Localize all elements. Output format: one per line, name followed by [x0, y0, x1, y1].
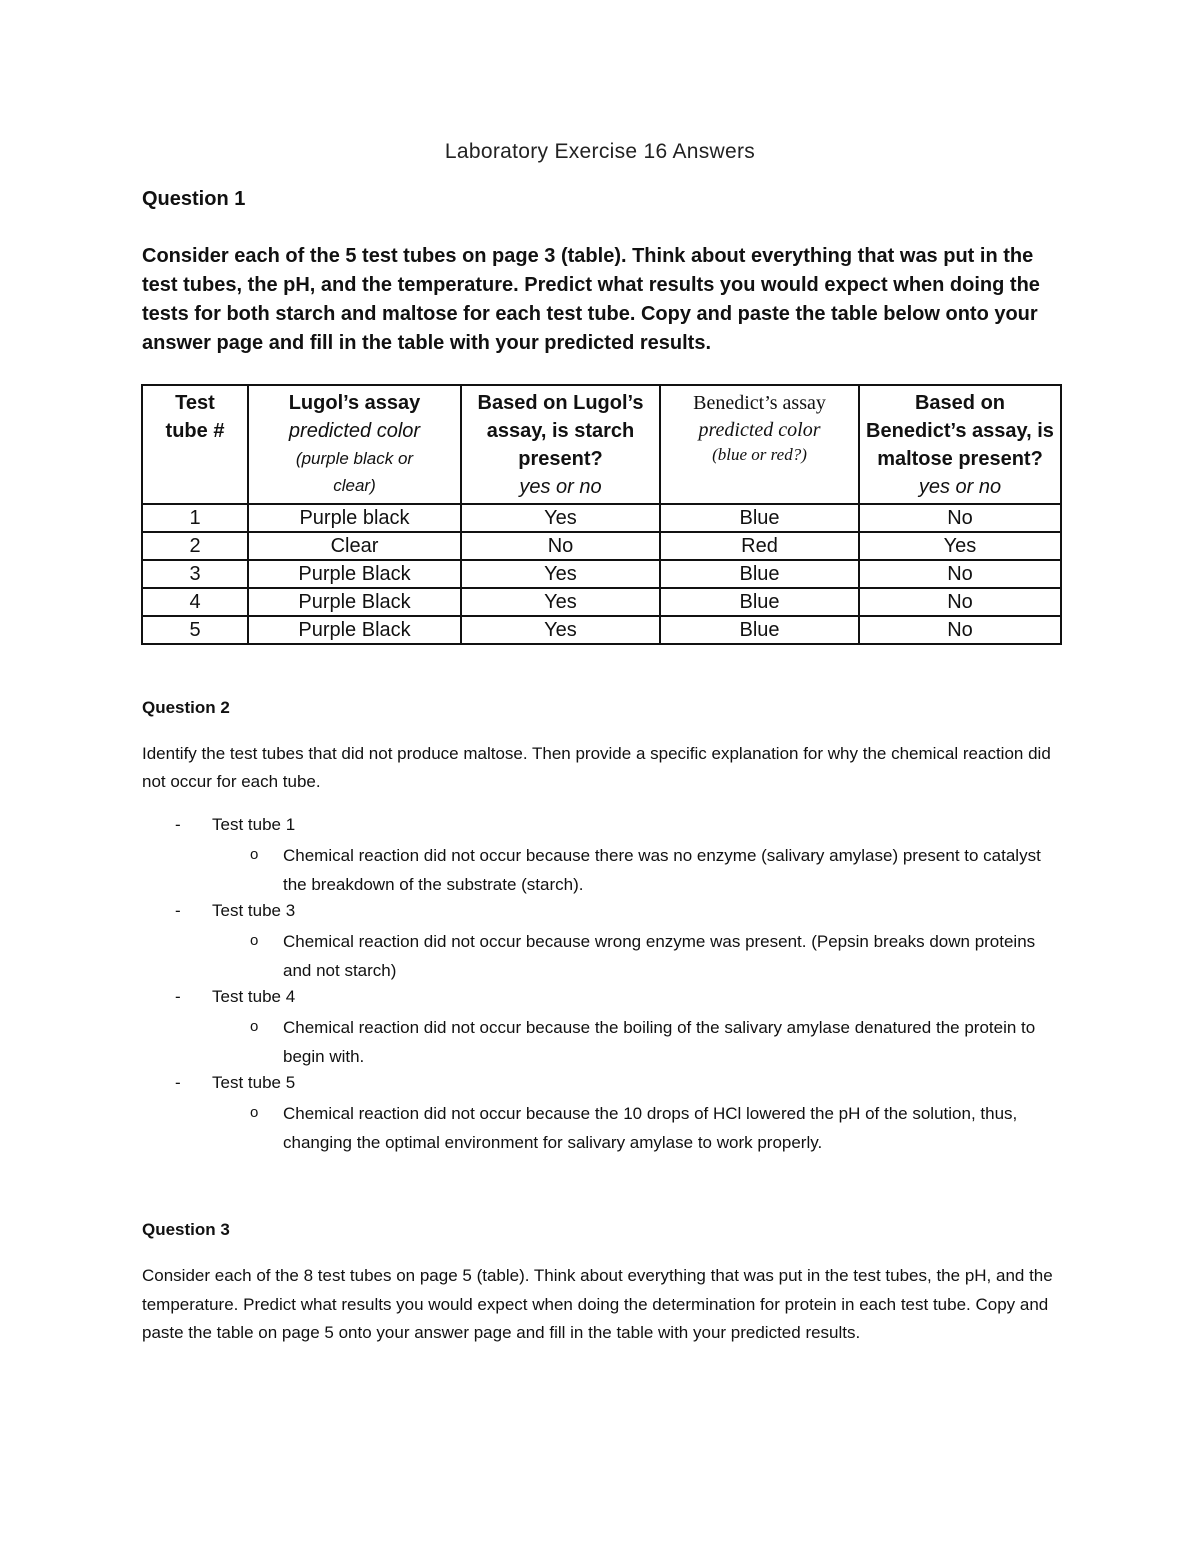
- cell-lugol: Purple Black: [248, 616, 461, 644]
- cell-benedict: Red: [660, 532, 859, 560]
- cell-starch: Yes: [461, 560, 660, 588]
- cell-lugol: Purple Black: [248, 560, 461, 588]
- cell-starch: No: [461, 532, 660, 560]
- header-maltose-present: [859, 385, 1061, 504]
- header-lugol-sub: predicted color: [288, 420, 421, 442]
- header-benedict-title: Benedict’s assay: [693, 392, 826, 414]
- cell-maltose: Yes: [859, 532, 1061, 560]
- list-item-explanation: Chemical reaction did not occur because the 10 drops of HCl lowered the pH of the solution, thus, changing the optimal environment for salivary amylase to work properly.: [283, 1104, 1018, 1152]
- cell-tube: 4: [142, 588, 248, 616]
- page-title: Laboratory Exercise 16 Answers: [444, 140, 756, 163]
- list-dash: -: [175, 901, 181, 920]
- header-starch-sub: yes or no: [519, 476, 602, 498]
- cell-starch: Yes: [461, 588, 660, 616]
- table-row: [142, 588, 1061, 616]
- cell-benedict: Blue: [660, 616, 859, 644]
- header-maltose-title: Based on Benedict’s assay, is maltose present?: [866, 392, 1054, 470]
- cell-maltose: No: [859, 504, 1061, 532]
- list-dash: -: [175, 1073, 181, 1092]
- cell-lugol: Clear: [248, 532, 461, 560]
- cell-maltose: No: [859, 616, 1061, 644]
- table-row: [142, 616, 1061, 644]
- cell-benedict: Blue: [660, 560, 859, 588]
- question-2-text: Identify the test tubes that did not produce maltose. Then provide a specific explanation for why the chemical reaction did not occur for each tube.: [142, 744, 1051, 791]
- question-2-heading: Question 2: [142, 698, 230, 717]
- cell-lugol: Purple Black: [248, 588, 461, 616]
- results-table: [141, 384, 1062, 645]
- list-item-label: Test tube 1: [212, 815, 296, 834]
- list-dash: -: [175, 987, 181, 1006]
- table-row: [142, 532, 1061, 560]
- header-lugol-assay: [248, 385, 461, 504]
- list-item-explanation: Chemical reaction did not occur because there was no enzyme (salivary amylase) present to catalyst the breakdown of the substrate (starch).: [283, 846, 1041, 894]
- header-benedict-sub: predicted color: [698, 419, 821, 441]
- cell-benedict: Blue: [660, 588, 859, 616]
- header-starch-title: Based on Lugol’s assay, is starch present?: [477, 392, 644, 470]
- list-item-label: Test tube 4: [212, 987, 296, 1006]
- list-bullet: o: [250, 1018, 259, 1035]
- header-benedict-hint: (blue or red?): [712, 445, 807, 464]
- header-test-tube-line2: tube #: [165, 420, 225, 442]
- cell-tube: 1: [142, 504, 248, 532]
- list-bullet: o: [250, 1104, 259, 1121]
- list-item-label: Test tube 5: [212, 1073, 296, 1092]
- cell-maltose: No: [859, 560, 1061, 588]
- cell-benedict: Blue: [660, 504, 859, 532]
- list-bullet: o: [250, 932, 259, 949]
- question-3-text: Consider each of the 8 test tubes on page 5 (table). Think about everything that was put in the test tubes, the pH, and the temperature. Predict what results you would expect when doing the determination for protein in each test tube. Copy and paste the table on page 5 onto your answer page and fill in the table with your predicted results.: [142, 1266, 1053, 1342]
- header-lugol-hint: (purple black or clear): [295, 449, 414, 495]
- header-test-tube-line1: Test: [175, 392, 215, 414]
- list-item-label: Test tube 3: [212, 901, 296, 920]
- header-benedict-assay: [660, 385, 859, 504]
- header-maltose-sub: yes or no: [918, 476, 1002, 498]
- list-bullet: o: [250, 846, 259, 863]
- list-item-explanation: Chemical reaction did not occur because wrong enzyme was present. (Pepsin breaks down proteins and not starch): [283, 932, 1036, 980]
- list-dash: -: [175, 815, 181, 834]
- table-row: [142, 504, 1061, 532]
- question-3-heading: Question 3: [142, 1220, 230, 1239]
- table-header-row: [142, 385, 1061, 504]
- header-lugol-title: Lugol’s assay: [288, 392, 421, 414]
- cell-lugol: Purple black: [248, 504, 461, 532]
- question-1-text: Consider each of the 5 test tubes on page 3 (table). Think about everything that was put in the test tubes, the pH, and the temperature. Predict what results you would expect when doing the tests for both starch and maltose for each test tube. Copy and paste the table below onto your answer page and fill in the table with your predicted results.: [142, 245, 1040, 354]
- cell-tube: 5: [142, 616, 248, 644]
- question-1-heading: Question 1: [142, 188, 246, 210]
- header-starch-present: [461, 385, 660, 504]
- header-test-tube: [142, 385, 248, 504]
- list-item-explanation: Chemical reaction did not occur because the boiling of the salivary amylase denatured the protein to begin with.: [283, 1018, 1036, 1066]
- cell-maltose: No: [859, 588, 1061, 616]
- table-row: [142, 560, 1061, 588]
- cell-starch: Yes: [461, 504, 660, 532]
- cell-tube: 2: [142, 532, 248, 560]
- cell-tube: 3: [142, 560, 248, 588]
- cell-starch: Yes: [461, 616, 660, 644]
